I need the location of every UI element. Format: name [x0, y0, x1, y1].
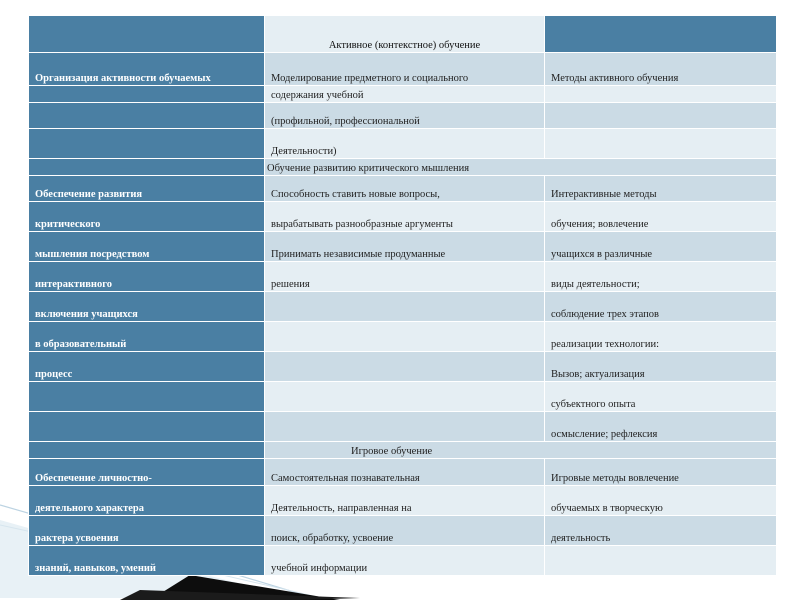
table-cell: Деятельности)	[265, 129, 545, 159]
table-cell: реализации технологии:	[545, 322, 777, 352]
table-cell: мышления посредством	[29, 232, 265, 262]
table-cell	[265, 322, 545, 352]
table-cell: поиск, обработку, усвоение	[265, 516, 545, 546]
table-cell: обучаемых в творческую	[545, 486, 777, 516]
table-cell	[265, 382, 545, 412]
table-cell: Интерактивные методы	[545, 176, 777, 202]
table-cell: виды деятельности;	[545, 262, 777, 292]
table-cell: соблюдение трех этапов	[545, 292, 777, 322]
table-cell: знаний, навыков, умений	[29, 546, 265, 576]
section-heading-game: Игровое обучение	[265, 442, 777, 459]
table-cell: деятельность	[545, 516, 777, 546]
content-table	[28, 15, 777, 576]
table-cell: обучения; вовлечение	[545, 202, 777, 232]
table-cell	[545, 546, 777, 576]
table-cell: Вызов; актуализация	[545, 352, 777, 382]
table-cell	[265, 412, 545, 442]
table-cell	[29, 129, 265, 159]
table-cell: учащихся в различные	[545, 232, 777, 262]
section-heading-critical: Обучение развитию критического мышления	[265, 159, 777, 176]
table-cell: Игровые методы вовлечение	[545, 459, 777, 486]
section-spacer	[29, 159, 265, 176]
table-cell: решения	[265, 262, 545, 292]
header-right-cell	[545, 16, 777, 53]
table-cell	[29, 412, 265, 442]
table-cell: вырабатывать разнообразные аргументы	[265, 202, 545, 232]
table-cell	[265, 292, 545, 322]
page-title: Активное (контекстное) обучение	[265, 16, 545, 53]
table-cell	[29, 86, 265, 103]
table-cell: (профильной, профессиональной	[265, 103, 545, 129]
header-left-cell	[29, 16, 265, 53]
table-cell	[29, 382, 265, 412]
table-cell: субъектного опыта	[545, 382, 777, 412]
table-cell: учебной информации	[265, 546, 545, 576]
table-cell: Обеспечение личностно-	[29, 459, 265, 486]
section-spacer	[29, 442, 265, 459]
table-cell	[265, 352, 545, 382]
table-cell: включения учащихся	[29, 292, 265, 322]
table-cell: Деятельность, направленная на	[265, 486, 545, 516]
table-cell: Организация активности обучаемых	[29, 53, 265, 86]
table-cell: Способность ставить новые вопросы,	[265, 176, 545, 202]
table-cell: содержания учебной	[265, 86, 545, 103]
table-cell	[545, 103, 777, 129]
table-cell: критического	[29, 202, 265, 232]
table-cell	[29, 103, 265, 129]
table-cell: в образовательный	[29, 322, 265, 352]
table-cell: Обеспечение развития	[29, 176, 265, 202]
table-cell: деятельного характера	[29, 486, 265, 516]
table-cell: Принимать независимые продуманные	[265, 232, 545, 262]
table-cell: осмысление; рефлексия	[545, 412, 777, 442]
table-cell: Методы активного обучения	[545, 53, 777, 86]
table-cell	[545, 86, 777, 103]
table-cell: рактера усвоения	[29, 516, 265, 546]
table-cell: процесс	[29, 352, 265, 382]
table-cell	[545, 129, 777, 159]
table-cell: Самостоятельная познавательная	[265, 459, 545, 486]
table-cell: интерактивного	[29, 262, 265, 292]
table-cell: Моделирование предметного и социального	[265, 53, 545, 86]
